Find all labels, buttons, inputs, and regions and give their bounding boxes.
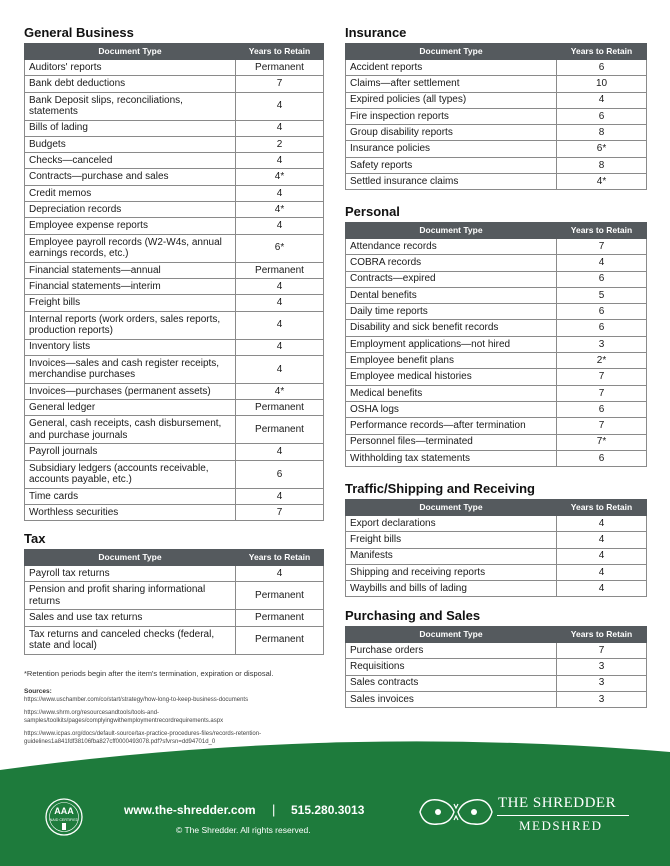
years-to-retain-cell: 6 [557, 401, 647, 417]
years-to-retain-cell: 6 [557, 320, 647, 336]
table-row [346, 108, 647, 124]
purchasing-rows [346, 643, 647, 708]
general-business-rows [25, 60, 324, 521]
brand-divider [497, 815, 629, 816]
document-type-cell: Sales contracts [346, 675, 557, 691]
footer-separator: | [272, 802, 276, 817]
years-to-retain-cell: 4 [236, 185, 324, 201]
document-type-cell: Dental benefits [346, 287, 557, 303]
table-row [346, 564, 647, 580]
document-type-cell: Auditors' reports [25, 60, 236, 76]
document-type-cell: Tax returns and canceled checks (federal, state and local) [25, 626, 236, 654]
source-link[interactable]: https://www.icpas.org/docs/default-source/tax-practice-procedures-files/records-retention-guidelines1a841fdf38106fba827cff0000493078.pdf?sfvrsn=dd94701d_0 [24, 731, 262, 745]
years-to-retain-cell: 3 [557, 336, 647, 352]
doc-type-header: Document Type [346, 500, 557, 516]
years-to-retain-cell: 6* [236, 234, 324, 262]
document-type-cell: Requisitions [346, 659, 557, 675]
document-type-cell: Sales and use tax returns [25, 610, 236, 626]
traffic-table [345, 499, 647, 597]
document-type-cell: Accident reports [346, 60, 557, 76]
document-type-cell: Depreciation records [25, 202, 236, 218]
table-row [346, 174, 647, 190]
years-to-retain-cell: 7 [236, 76, 324, 92]
years-to-retain-cell: 6 [557, 60, 647, 76]
insurance-title: Insurance [345, 25, 407, 40]
years-to-retain-cell: 2 [236, 136, 324, 152]
document-type-cell: Manifests [346, 548, 557, 564]
document-type-cell: Subsidiary ledgers (accounts receivable, accounts payable, etc.) [25, 460, 236, 488]
table-row [346, 92, 647, 108]
document-type-cell: Daily time reports [346, 304, 557, 320]
brand-name: THE SHREDDER [498, 795, 617, 811]
years-to-retain-cell: 6 [557, 108, 647, 124]
years-to-retain-cell: 10 [557, 76, 647, 92]
document-type-cell: Financial statements—interim [25, 278, 236, 294]
table-row [25, 505, 324, 521]
table-row [346, 548, 647, 564]
table-row [25, 169, 324, 185]
document-type-cell: Employment applications—not hired [346, 336, 557, 352]
document-type-cell: Claims—after settlement [346, 76, 557, 92]
document-type-cell: Invoices—sales and cash register receipts, merchandise purchases [25, 355, 236, 383]
table-row [346, 532, 647, 548]
document-type-cell: Disability and sick benefit records [346, 320, 557, 336]
document-type-cell: Export declarations [346, 516, 557, 532]
document-type-cell: Waybills and bills of lading [346, 581, 557, 597]
personal-table [345, 222, 647, 467]
years-to-retain-cell: 8 [557, 125, 647, 141]
years-to-retain-cell: 4 [236, 355, 324, 383]
years-to-retain-cell: 4 [236, 295, 324, 311]
table-row [25, 416, 324, 444]
years-to-retain-cell: 7 [557, 385, 647, 401]
years-to-retain-cell: 4* [236, 202, 324, 218]
document-type-cell: COBRA records [346, 255, 557, 271]
years-to-retain-cell: 4 [557, 564, 647, 580]
insurance-rows [346, 60, 647, 190]
document-type-cell: Worthless securities [25, 505, 236, 521]
document-type-cell: Sales invoices [346, 691, 557, 707]
footer-copyright: © The Shredder. All rights reserved. [176, 825, 311, 835]
document-type-cell: Shipping and receiving reports [346, 564, 557, 580]
table-row [346, 304, 647, 320]
years-to-retain-cell: 4 [557, 532, 647, 548]
document-type-cell: Invoices—purchases (permanent assets) [25, 383, 236, 399]
footnote: *Retention periods begin after the item's termination, expiration or disposal. [24, 669, 274, 678]
table-row [25, 355, 324, 383]
document-type-cell: Safety reports [346, 157, 557, 173]
document-type-cell: Time cards [25, 488, 236, 504]
table-header [346, 627, 647, 643]
years-to-retain-cell: 6* [557, 141, 647, 157]
document-type-cell: Freight bills [346, 532, 557, 548]
badge-top-text: AAA [54, 806, 74, 816]
table-row [25, 153, 324, 169]
years-to-retain-cell: 6 [557, 450, 647, 466]
years-to-retain-cell: 4 [557, 516, 647, 532]
table-header [25, 550, 324, 566]
table-row [346, 450, 647, 466]
table-row [25, 76, 324, 92]
years-header: Years to Retain [557, 627, 647, 643]
table-row [25, 626, 324, 654]
years-to-retain-cell: 4 [557, 581, 647, 597]
insurance-table [345, 43, 647, 190]
table-header [346, 223, 647, 239]
table-row [346, 141, 647, 157]
table-row [346, 369, 647, 385]
table-row [346, 434, 647, 450]
years-to-retain-cell: 6 [557, 271, 647, 287]
table-row [25, 278, 324, 294]
document-type-cell: OSHA logs [346, 401, 557, 417]
table-row [25, 218, 324, 234]
table-row [346, 157, 647, 173]
years-to-retain-cell: 4 [557, 92, 647, 108]
years-to-retain-cell: 6 [557, 304, 647, 320]
years-to-retain-cell: 7 [557, 643, 647, 659]
document-type-cell: Inventory lists [25, 339, 236, 355]
document-type-cell: Fire inspection reports [346, 108, 557, 124]
table-row [25, 202, 324, 218]
years-to-retain-cell: 4 [236, 153, 324, 169]
document-type-cell: Attendance records [346, 239, 557, 255]
years-to-retain-cell: 7 [236, 505, 324, 521]
table-row [346, 418, 647, 434]
naid-aaa-badge-icon [44, 797, 84, 837]
document-type-cell: Personnel files—terminated [346, 434, 557, 450]
table-row [25, 262, 324, 278]
document-type-cell: General ledger [25, 400, 236, 416]
traffic-section [345, 481, 647, 597]
document-type-cell: Contracts—purchase and sales [25, 169, 236, 185]
table-row [25, 566, 324, 582]
footer-website[interactable]: www.the-shredder.com [124, 803, 256, 817]
years-to-retain-cell: Permanent [236, 60, 324, 76]
source-link[interactable]: https://www.shrm.org/resourcesandtools/tools-and-samples/toolkits/pages/complyingwithemploymentrecordrequirements.aspx [24, 710, 224, 724]
document-type-cell: Bills of lading [25, 120, 236, 136]
years-to-retain-cell: Permanent [236, 262, 324, 278]
years-to-retain-cell: 4 [236, 488, 324, 504]
years-to-retain-cell: 8 [557, 157, 647, 173]
years-to-retain-cell: 5 [557, 287, 647, 303]
years-header: Years to Retain [236, 44, 324, 60]
table-row [25, 610, 324, 626]
document-type-cell: Payroll journals [25, 444, 236, 460]
table-row [346, 320, 647, 336]
document-type-cell: General, cash receipts, cash disbursement, and purchase journals [25, 416, 236, 444]
tax-section [24, 531, 324, 655]
table-header [346, 500, 647, 516]
years-to-retain-cell: 4* [557, 174, 647, 190]
document-type-cell: Credit memos [25, 185, 236, 201]
table-row [346, 581, 647, 597]
table-row [25, 582, 324, 610]
table-row [346, 255, 647, 271]
general-business-table [24, 43, 324, 521]
years-to-retain-cell: 4* [236, 383, 324, 399]
tax-table [24, 549, 324, 655]
years-to-retain-cell: 4 [236, 278, 324, 294]
years-to-retain-cell: 4 [236, 311, 324, 339]
years-to-retain-cell: 4 [236, 339, 324, 355]
table-row [346, 385, 647, 401]
table-header [25, 44, 324, 60]
personal-section [345, 204, 647, 467]
years-to-retain-cell: 2* [557, 353, 647, 369]
source-link[interactable]: https://www.uschamber.com/co/start/strategy/how-long-to-keep-business-documents [24, 697, 249, 703]
table-row [25, 234, 324, 262]
years-to-retain-cell: 3 [557, 691, 647, 707]
document-type-cell: Budgets [25, 136, 236, 152]
table-row [346, 60, 647, 76]
document-type-cell: Contracts—expired [346, 271, 557, 287]
years-to-retain-cell: 4 [236, 120, 324, 136]
years-to-retain-cell: 3 [557, 659, 647, 675]
document-type-cell: Withholding tax statements [346, 450, 557, 466]
insurance-section [345, 25, 647, 190]
tax-title: Tax [24, 531, 46, 546]
table-row [346, 691, 647, 707]
doc-type-header: Document Type [346, 223, 557, 239]
table-row [346, 287, 647, 303]
years-header: Years to Retain [557, 500, 647, 516]
traffic-title: Traffic/Shipping and Receiving [345, 481, 535, 496]
table-row [25, 185, 324, 201]
document-type-cell: Freight bills [25, 295, 236, 311]
years-to-retain-cell: 4 [236, 444, 324, 460]
badge-bottom-text: NAID CERTIFIED [49, 818, 79, 822]
document-type-cell: Employee medical histories [346, 369, 557, 385]
doc-type-header: Document Type [25, 550, 236, 566]
table-row [346, 239, 647, 255]
table-row [25, 339, 324, 355]
years-to-retain-cell: 6 [236, 460, 324, 488]
purchasing-section [345, 608, 647, 708]
document-type-cell: Group disability reports [346, 125, 557, 141]
years-to-retain-cell: 4 [557, 548, 647, 564]
general-business-section [24, 25, 324, 521]
doc-type-header: Document Type [346, 44, 557, 60]
years-to-retain-cell: Permanent [236, 416, 324, 444]
table-row [25, 488, 324, 504]
years-to-retain-cell: 4 [236, 92, 324, 120]
document-type-cell: Bank debt deductions [25, 76, 236, 92]
years-to-retain-cell: 3 [557, 675, 647, 691]
table-row [346, 336, 647, 352]
table-row [25, 295, 324, 311]
table-row [346, 643, 647, 659]
years-header: Years to Retain [557, 223, 647, 239]
years-to-retain-cell: 4* [236, 169, 324, 185]
document-type-cell: Insurance policies [346, 141, 557, 157]
traffic-rows [346, 516, 647, 597]
document-type-cell: Pension and profit sharing informational returns [25, 582, 236, 610]
purchasing-table [345, 626, 647, 708]
years-to-retain-cell: Permanent [236, 610, 324, 626]
purchasing-title: Purchasing and Sales [345, 608, 481, 623]
table-row [25, 60, 324, 76]
table-row [25, 136, 324, 152]
table-row [346, 401, 647, 417]
table-row [346, 659, 647, 675]
personal-rows [346, 239, 647, 467]
years-to-retain-cell: 7* [557, 434, 647, 450]
years-to-retain-cell: 7 [557, 369, 647, 385]
table-row [25, 92, 324, 120]
years-to-retain-cell: 4 [557, 255, 647, 271]
years-header: Years to Retain [557, 44, 647, 60]
document-type-cell: Employee expense reports [25, 218, 236, 234]
document-type-cell: Employee payroll records (W2-W4s, annual earnings records, etc.) [25, 234, 236, 262]
tax-rows [25, 566, 324, 655]
document-type-cell: Settled insurance claims [346, 174, 557, 190]
years-to-retain-cell: 4 [236, 218, 324, 234]
table-row [25, 400, 324, 416]
years-to-retain-cell: 7 [557, 418, 647, 434]
table-row [25, 444, 324, 460]
years-header: Years to Retain [236, 550, 324, 566]
doc-type-header: Document Type [346, 627, 557, 643]
doc-type-header: Document Type [25, 44, 236, 60]
brand-subname: MEDSHRED [519, 818, 603, 833]
table-row [25, 311, 324, 339]
document-type-cell: Employee benefit plans [346, 353, 557, 369]
document-type-cell: Internal reports (work orders, sales reports, production reports) [25, 311, 236, 339]
table-row [25, 460, 324, 488]
document-type-cell: Payroll tax returns [25, 566, 236, 582]
document-type-cell: Performance records—after termination [346, 418, 557, 434]
table-row [346, 125, 647, 141]
years-to-retain-cell: Permanent [236, 582, 324, 610]
document-type-cell: Medical benefits [346, 385, 557, 401]
table-row [346, 353, 647, 369]
table-row [25, 120, 324, 136]
document-type-cell: Bank Deposit slips, reconciliations, statements [25, 92, 236, 120]
years-to-retain-cell: 7 [557, 239, 647, 255]
table-row [346, 271, 647, 287]
table-header [346, 44, 647, 60]
table-row [25, 383, 324, 399]
table-row [346, 516, 647, 532]
document-type-cell: Financial statements—annual [25, 262, 236, 278]
years-to-retain-cell: 4 [236, 566, 324, 582]
document-type-cell: Expired policies (all types) [346, 92, 557, 108]
footer-phone[interactable]: 515.280.3013 [291, 803, 365, 817]
document-type-cell: Purchase orders [346, 643, 557, 659]
shredder-gears-logo-icon [416, 792, 496, 832]
table-row [346, 675, 647, 691]
table-row [346, 76, 647, 92]
years-to-retain-cell: Permanent [236, 626, 324, 654]
general-business-title: General Business [24, 25, 134, 40]
document-type-cell: Checks—canceled [25, 153, 236, 169]
sources-title: Sources: [24, 688, 52, 695]
years-to-retain-cell: Permanent [236, 400, 324, 416]
personal-title: Personal [345, 204, 400, 219]
